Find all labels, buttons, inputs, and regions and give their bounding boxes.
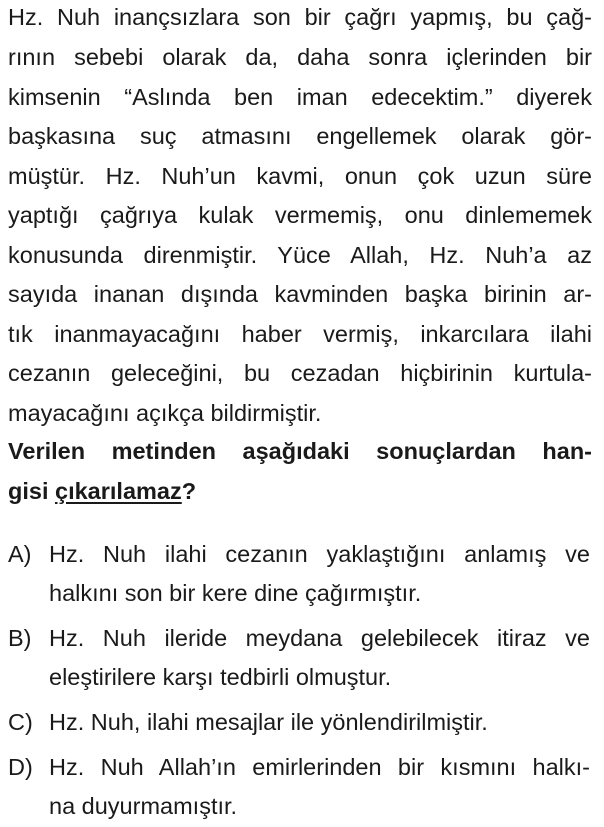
option-text: halkını son bir kere dine çağırmıştır.	[49, 580, 422, 606]
passage-line: rının sebebi olarak da, daha sonra içlerinden bir	[8, 44, 592, 70]
option-text: na duyurmamıştır.	[49, 793, 238, 819]
passage-line: yaptığı çağrıya kulak vermemiş, onu dinlememek	[8, 202, 592, 228]
option-text: Hz. Nuh Allah’ın emirlerinden bir kısmını halkı-	[49, 754, 590, 780]
passage-line: kimsenin “Aslında ben iman edecektim.” diyerek	[8, 84, 592, 110]
passage-line: müştür. Hz. Nuh’un kavmi, onun çok uzun süre	[8, 163, 592, 189]
passage-line: konusunda direnmiştir. Yüce Allah, Hz. Nuh’a az	[8, 242, 592, 268]
passage-line: cezanın geleceğini, bu cezadan hiçbirinin kurtula-	[8, 360, 592, 386]
option-letter: B)	[8, 625, 32, 651]
question-line	[8, 478, 592, 505]
option-text: Hz. Nuh ileride meydana gelebilecek itiraz ve	[49, 625, 590, 651]
passage-line: mayacağını açıkça bildirmiştir.	[8, 400, 322, 426]
question-keyword: çıkarılamaz	[55, 478, 182, 504]
question-mark: ?	[181, 478, 197, 504]
option-letter: D)	[8, 754, 33, 780]
option-text: eleştirilere karşı tedbirli olmuştur.	[49, 664, 392, 690]
question-line: Verilen metinden aşağıdaki sonuçlardan han-	[8, 438, 592, 464]
passage-line: başkasına suç atmasını engellemek olarak gör-	[8, 123, 592, 149]
passage-line: sayıda inanan dışında kavminden başka birinin ar-	[8, 281, 592, 307]
option-text: Hz. Nuh ilahi cezanın yaklaştığını anlamış ve	[49, 541, 590, 567]
option-letter: A)	[8, 541, 32, 567]
passage-line: tık inanmayacağını haber vermiş, inkarcılara ilahi	[8, 321, 592, 347]
option-letter: C)	[8, 709, 33, 735]
passage-line: Hz. Nuh inançsızlara son bir çağrı yapmış, bu çağ-	[8, 4, 592, 30]
option-text: Hz. Nuh, ilahi mesajlar ile yönlendirilmiştir.	[49, 709, 488, 735]
question-prefix: gisi	[8, 478, 56, 504]
